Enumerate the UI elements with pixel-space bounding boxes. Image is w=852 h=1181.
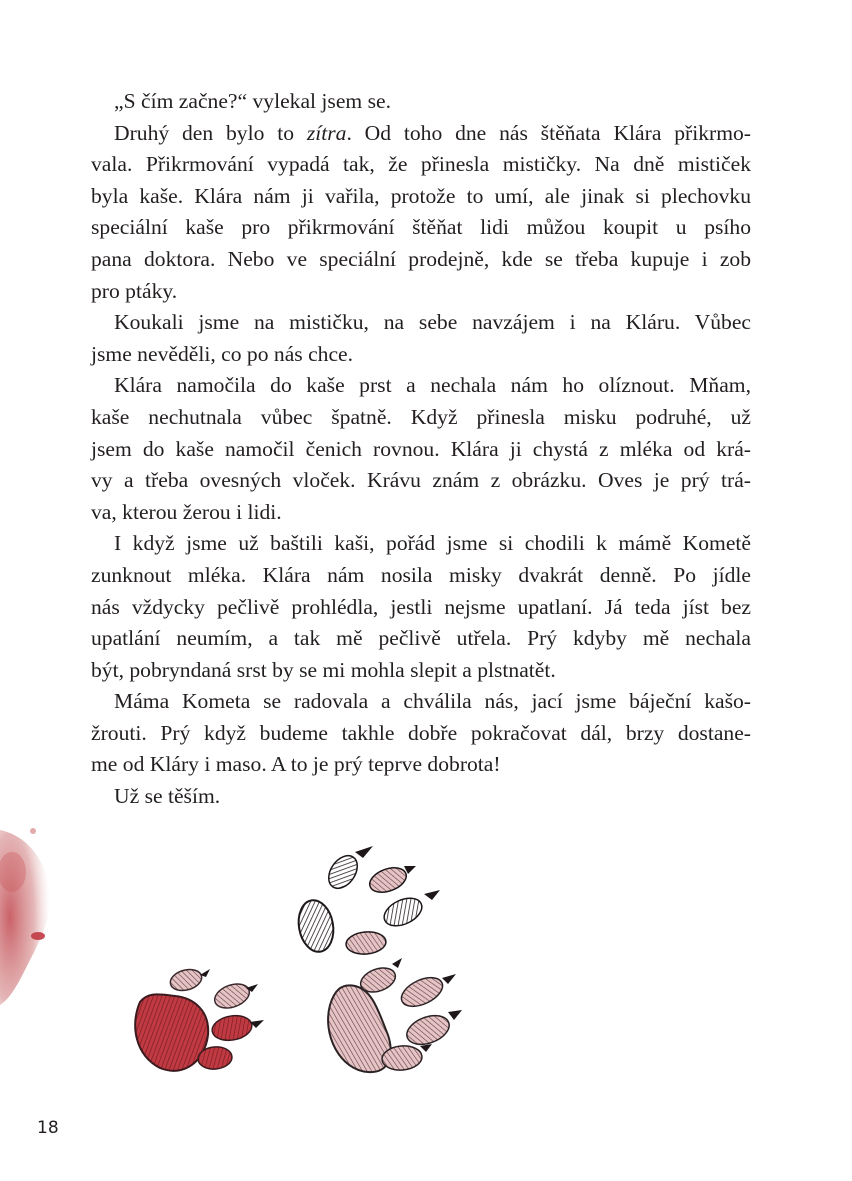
text-line: Klára namočila do kaše prst a nechala nám ho olíznout. Mňam,: [114, 373, 751, 398]
text-line: upatlání neumím, a tak mě pečlivě utřela. Prý kdyby mě nechala: [91, 626, 751, 651]
text-line: vala. Přikrmování vypadá tak, že přinesla mističky. Na dně mističek: [91, 152, 751, 177]
text-line: byla kaše. Klára nám ji vařila, protože to umí, ale jinak si plechovku: [91, 183, 751, 208]
paragraph: [91, 686, 751, 781]
paragraph: [91, 370, 751, 528]
text-segment: . Od toho dne nás štěňata Klára přikrmo-: [346, 120, 751, 145]
text-line: speciální kaše pro přikrmování štěňat lidi můžou koupit u psího: [91, 215, 751, 240]
paragraph: [91, 118, 751, 308]
page-number: 18: [37, 1118, 59, 1138]
paragraph: [91, 528, 751, 686]
paw-print-red: [135, 966, 264, 1071]
text-segment: Druhý den bylo to: [114, 120, 307, 145]
text-line: pana doktora. Nebo ve speciální prodejně, kde se třeba kupuje i zob: [91, 246, 751, 271]
text-line: být, pobryndaná srst by se mi mohla slepit a plstnatět.: [91, 657, 556, 682]
paragraph: [91, 86, 751, 118]
paw-print-pink: [328, 958, 462, 1072]
text-line: pro ptáky.: [91, 278, 178, 303]
text-line: jsme nevěděli, co po nás chce.: [91, 341, 354, 366]
text-line: va, kterou žerou i lidi.: [91, 499, 282, 524]
body-text: [91, 86, 751, 813]
paragraph: [91, 781, 751, 813]
text-line: kaše nechutnala vůbec špatně. Když přinesla misku podruhé, už: [91, 404, 751, 429]
text-line: zunknout mléka. Klára nám nosila misky dvakrát denně. Po jídle: [91, 562, 751, 587]
text-line: Máma Kometa se radovala a chválila nás, jací jsme báječní kašo-: [114, 689, 751, 714]
text-line: vy a třeba ovesných vloček. Krávu znám z obrázku. Oves je prý trá-: [91, 468, 751, 493]
paw-prints-illustration: [0, 820, 852, 1100]
text-line: [91, 118, 751, 150]
watercolor-stain: [0, 828, 50, 1005]
text-line: „S čím začne?“ vylekal jsem se.: [114, 89, 391, 113]
emphasized-word: zítra: [306, 120, 347, 145]
text-line: me od Kláry i maso. A to je prý teprve dobrota!: [91, 752, 501, 777]
text-line: Koukali jsme na mističku, na sebe navzájem i na Kláru. Vůbec: [114, 310, 751, 335]
text-line: nás vždycky pečlivě prohlédla, jestli nejsme upatlaní. Já teda jíst bez: [91, 594, 751, 619]
paw-print-dark: [295, 846, 440, 956]
text-line: jsem do kaše namočil čenich rovnou. Klára ji chystá z mléka od krá-: [91, 436, 751, 461]
text-line: žrouti. Prý když budeme takhle dobře pokračovat dál, brzy dostane-: [91, 720, 751, 745]
text-line: Už se těším.: [114, 784, 221, 809]
text-line: I když jsme už baštili kaši, pořád jsme si chodili k mámě Kometě: [114, 531, 751, 556]
paragraph: [91, 307, 751, 370]
